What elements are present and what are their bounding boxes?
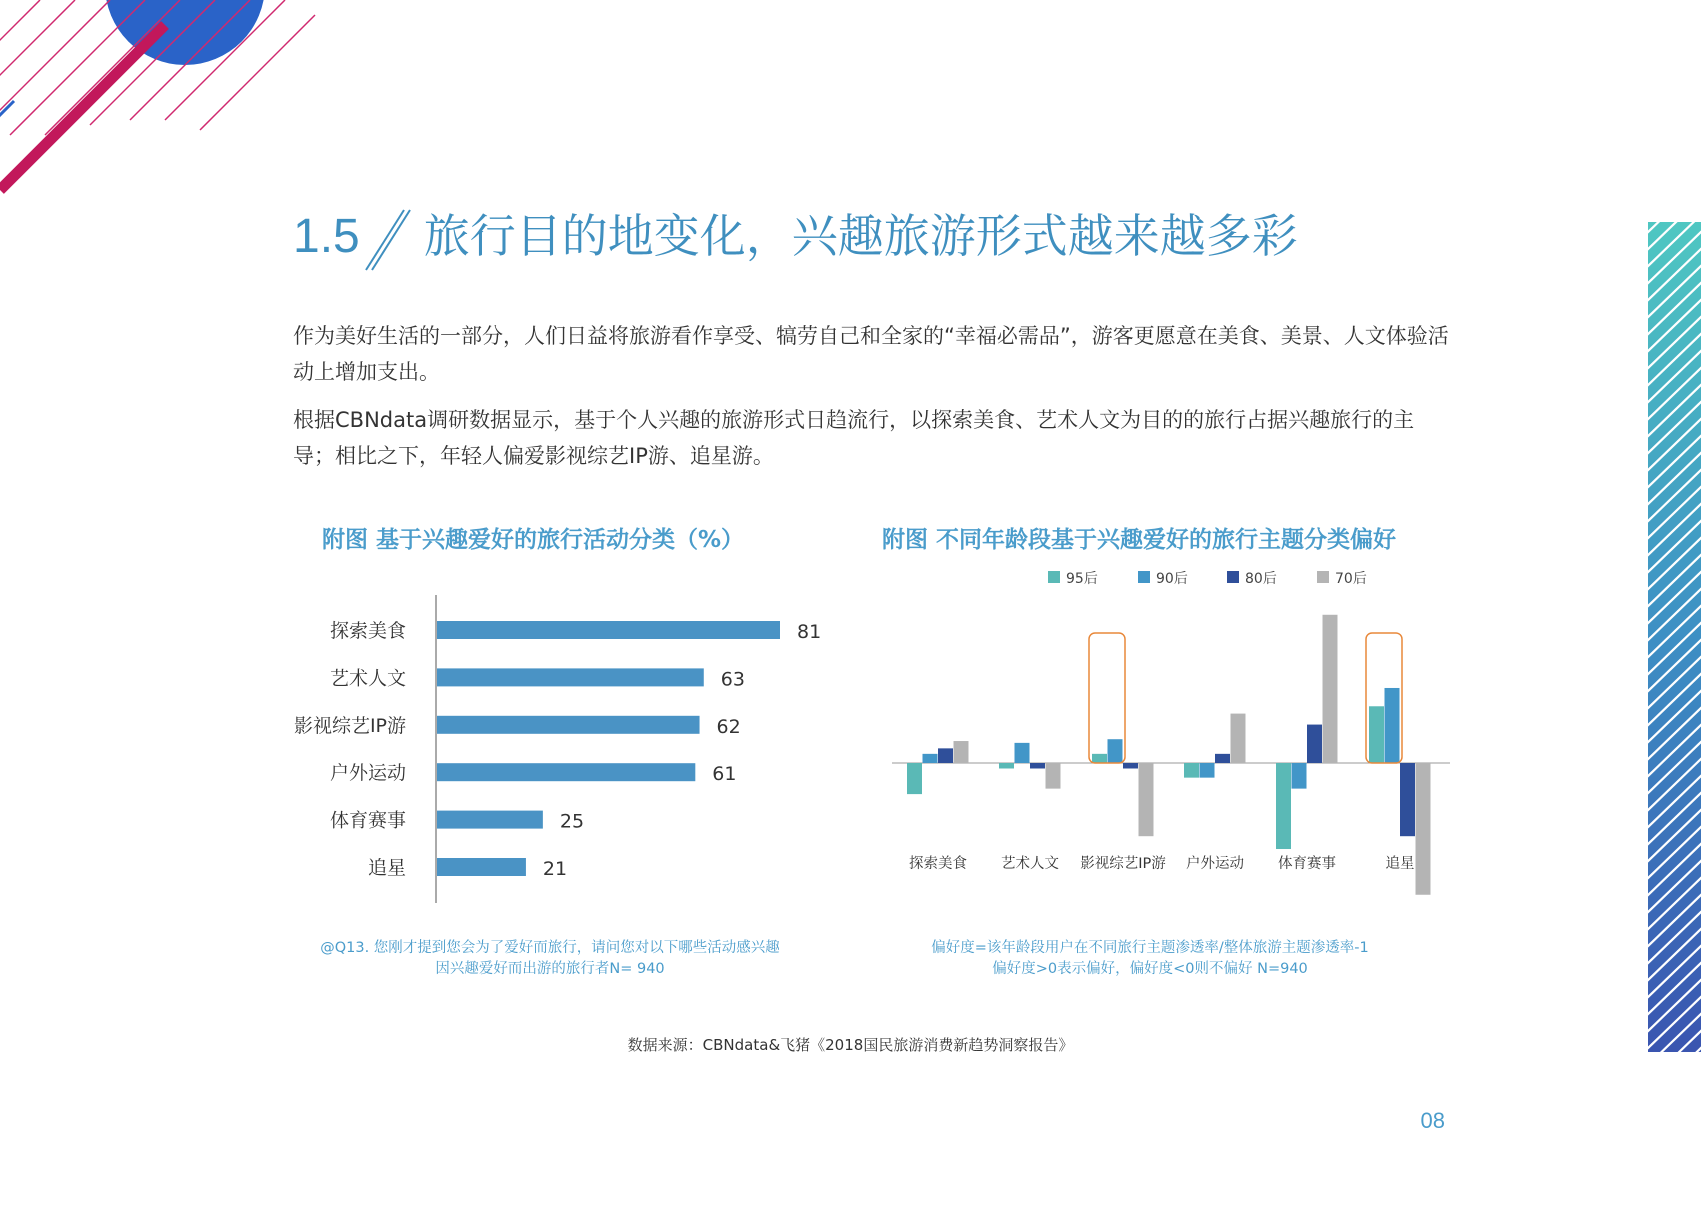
chart2-bar — [1015, 743, 1030, 763]
chart1-bar — [437, 668, 704, 686]
chart2-legend-swatch — [1227, 571, 1239, 583]
chart2-note — [880, 938, 1420, 980]
chart2-bar — [1215, 754, 1230, 763]
chart2-bar — [1292, 763, 1307, 789]
activity-bar-chart — [280, 585, 840, 910]
chart1-value-label: 61 — [712, 763, 737, 786]
chart2-category-label: 艺术人文 — [1001, 856, 1059, 872]
chart1-value-label: 62 — [716, 715, 741, 738]
chart2-category-label: 追星 — [1385, 856, 1415, 872]
chart1-category-label: 探索美食 — [329, 620, 406, 642]
chart2-bar — [954, 741, 969, 763]
chart2-bar — [1400, 763, 1415, 836]
chart1-bar — [437, 621, 780, 639]
chart2-bar — [1046, 763, 1061, 789]
findings-paragraph: 根据CBNdata调研数据显示，基于个人兴趣的旅游形式日趋流行，以探索美食、艺术人文为目的的旅行占据兴趣旅行的主导；相比之下，年轻人偏爱影视综艺IP游、追星游。 — [293, 408, 1415, 468]
chart2-category-label: 体育赛事 — [1278, 856, 1336, 872]
chart2-note-line2: 偏好度>0表示偏好，偏好度<0则不偏好 N=940 — [992, 961, 1308, 977]
chart1-bar — [437, 858, 526, 876]
chart1-bar — [437, 811, 543, 829]
chart2-bar — [1139, 763, 1154, 836]
chart2-legend-swatch — [1048, 571, 1060, 583]
chart2-category-label: 影视综艺IP游 — [1080, 856, 1166, 872]
double-slash-icon — [364, 208, 418, 272]
page-number: 08 — [1420, 1108, 1445, 1133]
side-stripe-band — [1648, 222, 1701, 1052]
chart2-bar — [938, 748, 953, 763]
chart2-legend-label: 90后 — [1156, 571, 1188, 587]
chart2-bar — [1385, 688, 1400, 763]
chart1-note-line2: 因兴趣爱好而出游的旅行者N= 940 — [435, 961, 665, 977]
chart1-value-label: 63 — [720, 668, 745, 691]
chart2-bar — [1108, 739, 1123, 763]
chart1-category-label: 影视综艺IP游 — [293, 714, 406, 737]
chart2-legend-swatch — [1317, 571, 1329, 583]
chart2-bar — [1030, 763, 1045, 768]
chart2-bar — [1416, 763, 1431, 895]
chart2-category-label: 探索美食 — [909, 856, 967, 872]
chart2-bar — [1369, 706, 1384, 763]
chart2-bar — [1200, 763, 1215, 778]
chart2-legend-swatch — [1138, 571, 1150, 583]
chart1-category-label: 户外运动 — [329, 762, 406, 785]
chart1-bar — [437, 763, 695, 781]
section-title-text: 旅行目的地变化，兴趣旅游形式越来越多彩 — [423, 209, 1298, 263]
data-source: 数据来源：CBNdata&飞猪《2018国民旅游消费新趋势洞察报告》 — [627, 1036, 1074, 1054]
corner-decoration — [0, 0, 330, 210]
chart2-bar — [1123, 763, 1138, 768]
chart1-bar — [437, 716, 700, 734]
chart1-category-label: 艺术人文 — [329, 667, 406, 690]
chart2-bar — [1231, 714, 1246, 763]
section-number: 1.5 — [293, 210, 360, 263]
chart1-value-label: 21 — [542, 858, 568, 880]
chart1-note-line1: @Q13. 您刚才提到您会为了爱好而旅行，请问您对以下哪些活动感兴趣 — [320, 940, 780, 956]
chart1-value-label: 25 — [559, 810, 585, 833]
chart2-category-label: 户外运动 — [1186, 856, 1244, 872]
chart2-bar — [1307, 725, 1322, 763]
chart2-legend-label: 80后 — [1245, 571, 1277, 587]
intro-paragraph: 作为美好生活的一部分，人们日益将旅游看作享受、犒劳自己和全家的“幸福必需品”，游客更愿意在美食、美景、人文体验活动上增加支出。 — [293, 324, 1449, 384]
chart1-value-label: 81 — [797, 621, 822, 643]
chart2-bar — [1092, 754, 1107, 763]
chart1-category-label: 追星 — [367, 857, 406, 879]
chart2-bar — [1184, 763, 1199, 778]
chart2-bar — [923, 754, 938, 763]
chart1-category-label: 体育赛事 — [329, 809, 406, 832]
chart2-legend-label: 70后 — [1335, 571, 1367, 587]
chart2-bar — [907, 763, 922, 794]
chart2-bar — [1276, 763, 1291, 849]
chart2-bar — [1323, 615, 1338, 763]
chart2-note-line1: 偏好度=该年龄段用户在不同旅行主题渗透率/整体旅游主题渗透率-1 — [931, 940, 1369, 956]
chart2-bar — [999, 763, 1014, 768]
age-preference-chart — [880, 555, 1460, 910]
chart2-title: 附图 不同年龄段基于兴趣爱好的旅行主题分类偏好 — [882, 527, 1397, 553]
chart1-title: 附图 基于兴趣爱好的旅行活动分类（%） — [322, 527, 745, 553]
chart1-note — [300, 938, 800, 980]
section-title — [293, 200, 1298, 272]
chart2-legend-label: 95后 — [1066, 571, 1098, 587]
